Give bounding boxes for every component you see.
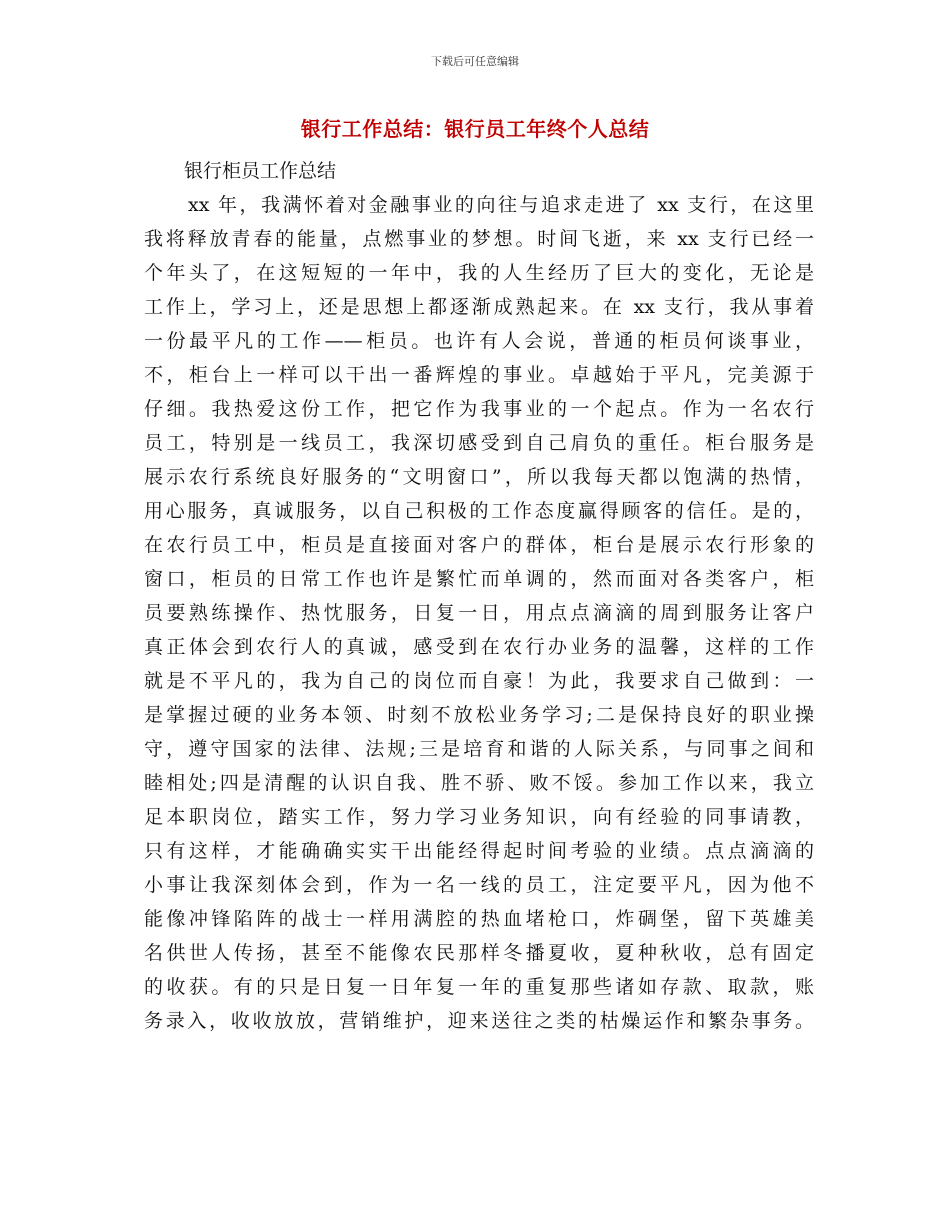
paragraph-line: 用心服务，真诚服务，以自己积极的工作态度赢得顾客的信任。是的， <box>144 500 814 522</box>
paragraph-line: 守，遵守国家的法律、法规;三是培育和谐的人际关系，与同事之间和 <box>144 738 814 760</box>
paragraph-line: xx 年，我满怀着对金融事业的向往与追求走进了 xx 支行，在这里 <box>188 194 814 216</box>
paragraph-line: 只有这样，才能确确实实干出能经得起时间考验的业绩。点点滴滴的 <box>144 840 814 862</box>
paragraph-line: 工作上，学习上，还是思想上都逐渐成熟起来。在 xx 支行，我从事着 <box>144 296 814 318</box>
header-note: 下载后可任意编辑 <box>431 55 519 68</box>
paragraph-line: 员工，特别是一线员工，我深切感受到自己肩负的重任。柜台服务是 <box>144 432 814 454</box>
paragraph-line: 能像冲锋陷阵的战士一样用满腔的热血堵枪口，炸碉堡，留下英雄美 <box>144 908 814 930</box>
document-title: 银行工作总结：银行员工年终个人总结 <box>300 117 650 141</box>
paragraph-line: 展示农行系统良好服务的“文明窗口”，所以我每天都以饱满的热情， <box>144 466 814 488</box>
paragraph-line: 窗口，柜员的日常工作也许是繁忙而单调的，然而面对各类客户，柜 <box>144 568 814 590</box>
paragraph-line: 务录入，收收放放，营销维护，迎来送往之类的枯燥运作和繁杂事务。 <box>144 1010 814 1032</box>
paragraph-line: 我将释放青春的能量，点燃事业的梦想。时间飞逝，来 xx 支行已经一 <box>144 228 814 250</box>
paragraph-line: 真正体会到农行人的真诚，感受到在农行办业务的温馨，这样的工作 <box>144 636 814 658</box>
paragraph-line: 仔细。我热爱这份工作，把它作为我事业的一个起点。作为一名农行 <box>144 398 814 420</box>
paragraph-line: 是掌握过硬的业务本领、时刻不放松业务学习;二是保持良好的职业操 <box>144 704 814 726</box>
paragraph-line: 小事让我深刻体会到，作为一名一线的员工，注定要平凡，因为他不 <box>144 874 814 896</box>
paragraph-line: 不，柜台上一样可以干出一番辉煌的事业。卓越始于平凡，完美源于 <box>144 364 814 386</box>
document-body <box>144 154 814 1038</box>
section-subtitle: 银行柜员工作总结 <box>184 160 337 182</box>
paragraph-line: 名供世人传扬，甚至不能像农民那样冬播夏收，夏种秋收，总有固定 <box>144 942 814 964</box>
paragraph-line: 就是不平凡的，我为自己的岗位而自豪！为此，我要求自己做到：一 <box>144 670 814 692</box>
paragraph-line: 个年头了，在这短短的一年中，我的人生经历了巨大的变化，无论是 <box>144 262 814 284</box>
paragraph-line: 的收获。有的只是日复一日年复一年的重复那些诸如存款、取款，账 <box>144 976 814 998</box>
paragraph-line: 一份最平凡的工作——柜员。也许有人会说，普通的柜员何谈事业， <box>144 330 814 352</box>
paragraph-line: 在农行员工中，柜员是直接面对客户的群体，柜台是展示农行形象的 <box>144 534 814 556</box>
paragraph-line: 员要熟练操作、热忱服务，日复一日，用点点滴滴的周到服务让客户 <box>144 602 814 624</box>
paragraph-line: 足本职岗位，踏实工作，努力学习业务知识，向有经验的同事请教， <box>144 806 814 828</box>
paragraph-line: 睦相处;四是清醒的认识自我、胜不骄、败不馁。参加工作以来，我立 <box>144 772 814 794</box>
